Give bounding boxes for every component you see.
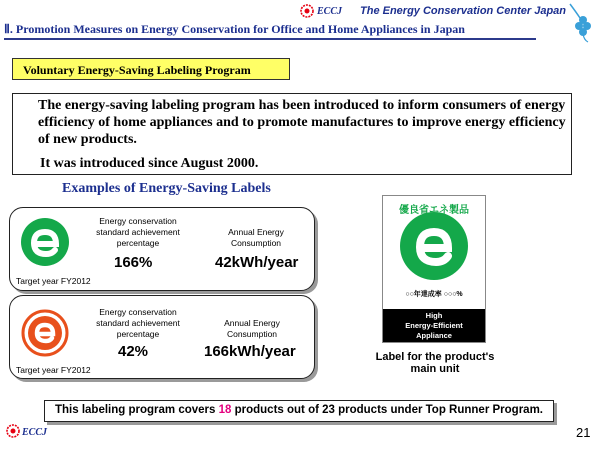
product-label-band [383, 309, 485, 342]
header-org-name: The Energy Conservation Center Japan [360, 5, 566, 17]
example-1-consumption-value: 42kWh/year [215, 254, 299, 271]
note-suffix: products out of 23 products under Top Runner Program. [234, 404, 543, 416]
example-2-consumption-label: Annual Energy Consumption [224, 318, 280, 339]
page-title: Ⅱ. Promotion Measures on Energy Conservation for Office and Home Appliances in Japan [4, 22, 465, 36]
product-label-top-text: 優良省エネ製品 [399, 205, 469, 216]
example-2-consumption-value: 166kWh/year [204, 343, 296, 360]
example-1-achievement-value: 166% [114, 254, 153, 271]
examples-heading: Examples of Energy-Saving Labels [62, 181, 271, 196]
program-label: Voluntary Energy-Saving Labeling Program [12, 58, 290, 80]
green-energy-mark-icon [19, 216, 71, 268]
title-divider [4, 38, 536, 40]
note-prefix: This labeling program covers [55, 404, 216, 416]
example-1-target-year: Target year FY2012 [16, 276, 91, 286]
description-text: The energy-saving labeling program has been introduced to inform consumers of energy efficiency of home appliances and to promote manufactures to improve energy efficiency of new products. [38, 98, 566, 147]
footer-note [44, 400, 554, 422]
band-line-3: Appliance [416, 331, 452, 340]
footer-eccj-logo-icon [6, 424, 20, 438]
orange-energy-mark-icon [19, 307, 71, 359]
description-introduced: It was introduced since August 2000. [40, 156, 259, 171]
product-label-caption: Label for the product's main unit [375, 351, 495, 375]
example-1-consumption-label: Annual Energy Consumption [228, 227, 284, 248]
example-2-achievement-label: Energy conservation standard achievement percentage [96, 307, 180, 339]
header-brand: ECCJ [317, 6, 343, 17]
note-count: 18 [218, 404, 232, 416]
example-1-achievement-label: Energy conservation standard achievement percentage [96, 216, 180, 248]
energy-efficient-mark-icon [390, 200, 478, 288]
band-line-2: Energy-Efficient [405, 321, 463, 330]
eccj-logo-icon [300, 4, 314, 18]
band-line-1: High [425, 311, 443, 320]
product-label-sub-text: ○○年達成率 ○○○% [405, 291, 463, 298]
example-2-target-year: Target year FY2012 [16, 365, 91, 375]
page-number: 21 [576, 425, 591, 440]
footer-brand: ECCJ [22, 427, 48, 438]
clover-logo-icon [562, 2, 598, 44]
example-2-achievement-value: 42% [118, 343, 149, 360]
